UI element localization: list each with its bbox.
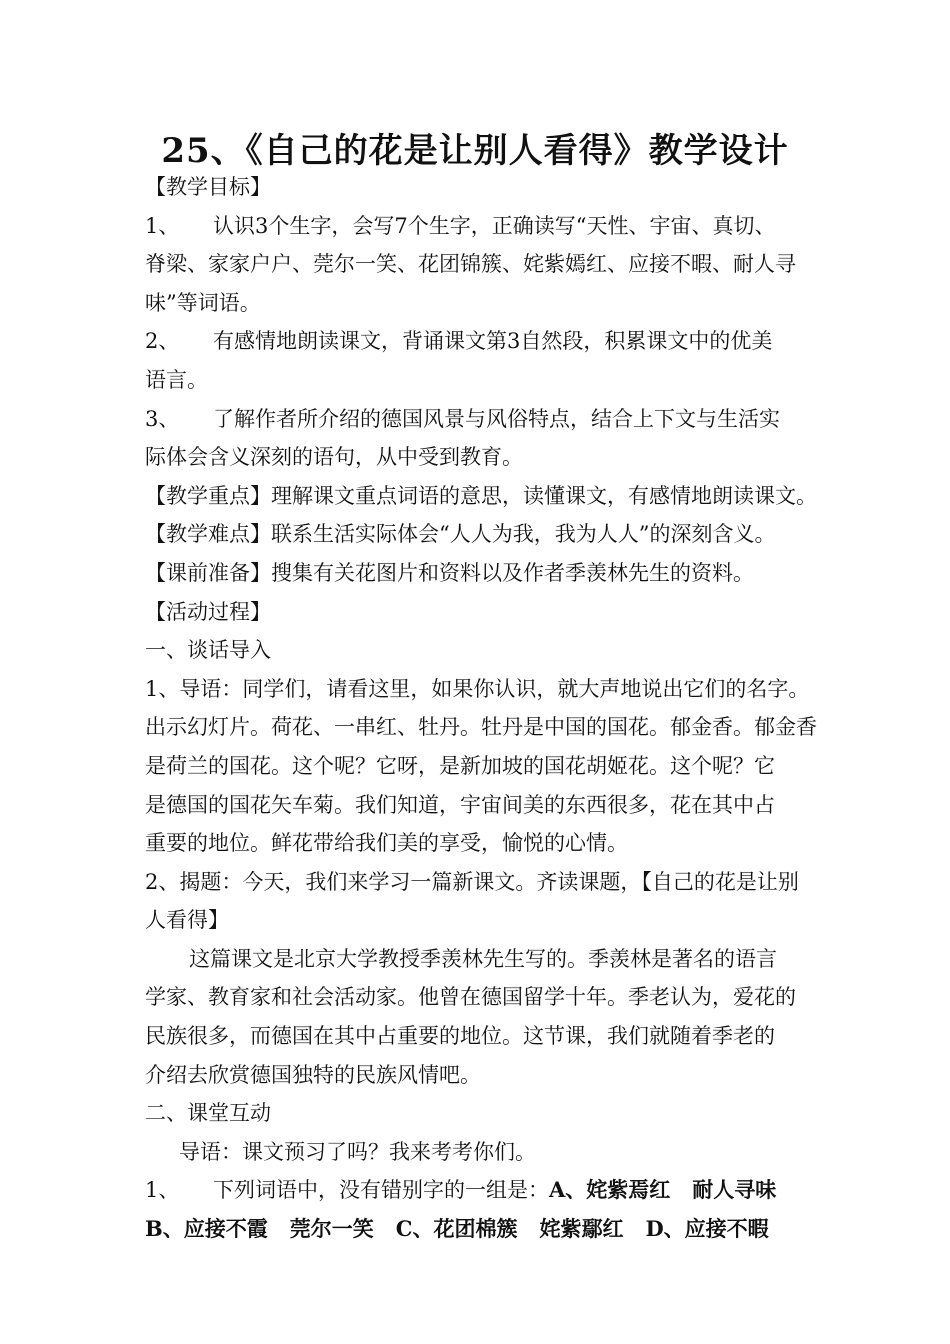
objective-2-text: 有感情地朗读课文，背诵课文第3自然段，积累课文中的优美 <box>213 329 773 354</box>
question-1-option-c-second: 姹紫鄢红 <box>539 1216 624 1242</box>
objective-2-line-2: 语言。 <box>145 367 208 392</box>
section-1-para-3-line-2: 学家、教育家和社会活动家。他曾在德国留学十年。季老认为，爱花的 <box>145 985 796 1010</box>
section-1-para-3-line-1: 这篇课文是北京大学教授季羡林先生写的。季羡林是著名的语言 <box>189 946 777 971</box>
question-1-option-b-second: 莞尔一笑 <box>289 1216 374 1242</box>
question-1-option-a-second: 耐人寻味 <box>692 1177 777 1203</box>
objective-1-text: 认识3个生字，会写7个生字，正确读写“天性、宇宙、真切、 <box>213 213 776 238</box>
section-1-para-1-line-5: 重要的地位。鲜花带给我们美的享受，愉悦的心情。 <box>145 831 628 856</box>
section-1-para-1-line-4: 是德国的国花矢车菊。我们知道，宇宙间美的东西很多，花在其中占 <box>145 792 775 817</box>
objective-3-number: 3、 <box>145 406 180 431</box>
key-point: 【教学重点】理解课文重点词语的意思，读懂课文，有感情地朗读课文。 <box>145 483 817 508</box>
objective-1-number: 1、 <box>145 213 180 238</box>
objective-2-line-1 <box>145 322 825 361</box>
question-1-option-d: D、应接不暇 <box>645 1216 769 1242</box>
objective-3-text: 了解作者所介绍的德国风景与风俗特点，结合上下文与生活实 <box>213 406 780 431</box>
question-1-option-a: A、姹紫焉红 <box>549 1177 671 1203</box>
question-1-option-b: B、应接不霞 <box>145 1216 268 1242</box>
objective-1-line-2: 脊梁、家家户户、莞尔一笑、花团锦簇、姹紫嫣红、应接不暇、耐人寻 <box>145 252 796 277</box>
objective-2-number: 2、 <box>145 329 180 354</box>
section-1-para-3-line-4: 介绍去欣赏德国独特的民族风情吧。 <box>145 1062 481 1087</box>
section-1-para-1-line-2: 出示幻灯片。荷花、一串红、牡丹。牡丹是中国的国花。郁金香。郁金香 <box>145 715 817 740</box>
question-1-line-2 <box>145 1210 825 1249</box>
section-2-intro: 导语：课文预习了吗？我来考考你们。 <box>179 1139 536 1164</box>
section-1-para-3-line-3: 民族很多，而德国在其中占重要的地位。这节课，我们就随着季老的 <box>145 1024 775 1049</box>
question-1-option-c: C、花团棉簇 <box>395 1216 518 1242</box>
section-1-para-1-line-3: 是荷兰的国花。这个呢？它呀，是新加坡的国花胡姬花。这个呢？它 <box>145 753 775 778</box>
section-1-para-1-line-1: 1、导语：同学们，请看这里，如果你认识，就大声地说出它们的名字。 <box>145 676 810 701</box>
document-body <box>145 168 825 1249</box>
question-1-stem: 下列词语中，没有错别字的一组是： <box>213 1178 549 1203</box>
document-title: 25、《自己的花是让别人看得》教学设计 <box>161 131 789 171</box>
preparation: 【课前准备】搜集有关花图片和资料以及作者季羡林先生的资料。 <box>145 560 754 585</box>
section-2-heading: 二、课堂互动 <box>145 1101 271 1126</box>
section-1-heading: 一、谈话导入 <box>145 638 271 663</box>
question-1-number: 1、 <box>145 1178 180 1203</box>
objectives-heading: 【教学目标】 <box>145 175 271 199</box>
difficulty: 【教学难点】联系生活实际体会“人人为我，我为人人”的深刻含义。 <box>145 522 776 547</box>
section-1-para-2-line-2: 人看得】 <box>145 908 229 933</box>
question-1-line-1 <box>145 1171 825 1210</box>
objective-3-line-2: 际体会含义深刻的语句，从中受到教育。 <box>145 445 523 470</box>
process-heading: 【活动过程】 <box>145 599 271 624</box>
objective-3-line-1 <box>145 400 825 439</box>
objective-1-line-3: 味”等词语。 <box>145 290 261 315</box>
section-1-para-2-line-1: 2、揭题：今天，我们来学习一篇新课文。齐读课题，【自己的花是让别 <box>145 869 799 894</box>
objective-1-line-1 <box>145 207 825 246</box>
